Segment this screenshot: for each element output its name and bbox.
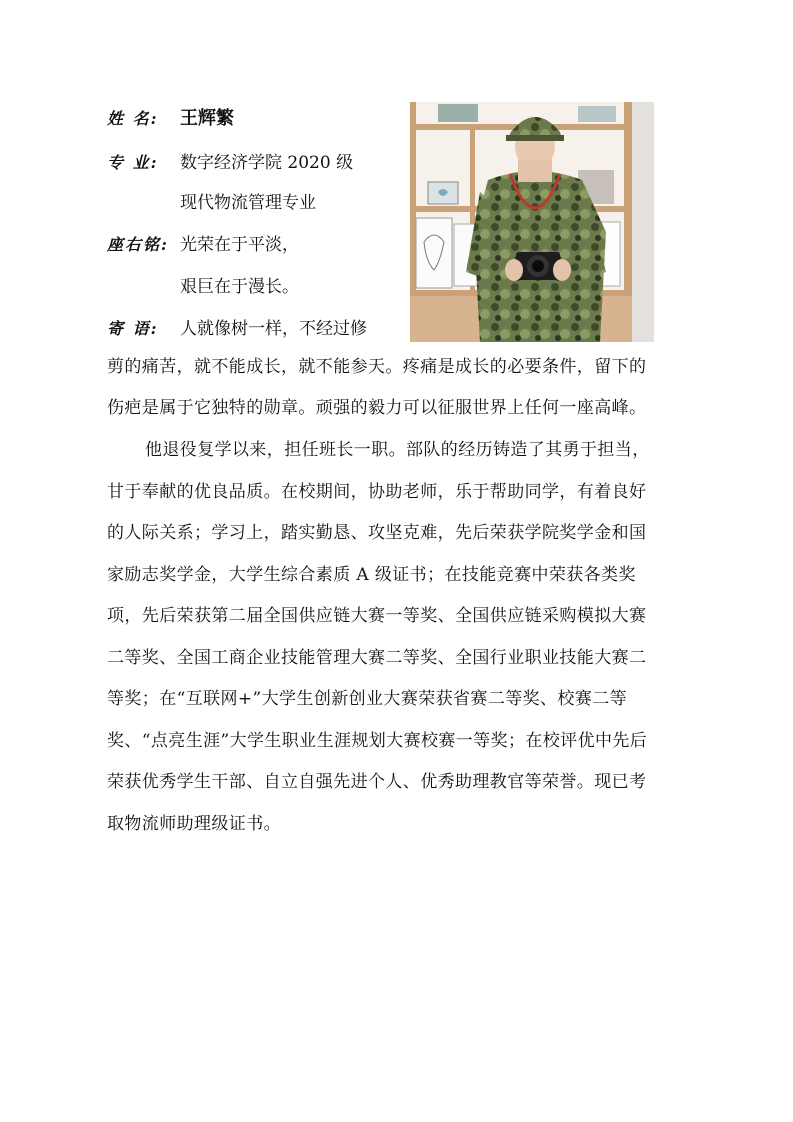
paragraph-2-line-3: 的人际关系；学习上，踏实勤恳、攻坚克难，先后荣获学院奖学金和国 xyxy=(107,523,647,543)
paragraph-2-line-8: 奖、“点亮生涯”大学生职业生涯规划大赛校赛一等奖；在校评优中先后 xyxy=(107,731,648,751)
name-label: 姓 名: xyxy=(107,109,159,128)
paragraph-2-line-5: 项，先后荣获第二届全国供应链大赛一等奖、全国供应链采购模拟大赛 xyxy=(107,606,647,626)
name-value: 王辉繁 xyxy=(180,108,234,129)
paragraph-2-line-7: 等奖；在“互联网+”大学生创新创业大赛荣获省赛二等奖、校赛二等 xyxy=(107,689,628,709)
paragraph-1-line-1: 剪的痛苦，就不能成长，就不能参天。疼痛是成长的必要条件，留下的 xyxy=(107,357,647,377)
paragraph-2-line-10: 取物流师助理级证书。 xyxy=(107,814,281,834)
motto-line-1: 光荣在于平淡， xyxy=(180,235,299,255)
motto-label: 座右铭: xyxy=(107,235,169,254)
message-label: 寄 语: xyxy=(107,319,159,338)
motto-line-2: 艰巨在于漫长。 xyxy=(180,277,299,297)
portrait-photo xyxy=(410,102,654,342)
paragraph-2-line-2: 甘于奉献的优良品质。在校期间，协助老师，乐于帮助同学，有着良好 xyxy=(107,482,647,502)
message-line-1: 人就像树一样，不经过修 xyxy=(180,319,367,339)
paragraph-2-line-9: 荣获优秀学生干部、自立自强先进个人、优秀助理教官等荣誉。现已考 xyxy=(107,772,647,792)
major-line-1: 数字经济学院 2020 级 xyxy=(180,153,354,173)
major-line-2: 现代物流管理专业 xyxy=(180,193,316,213)
major-label: 专 业: xyxy=(107,153,159,172)
paragraph-2-line-4: 家励志奖学金，大学生综合素质 A 级证书；在技能竞赛中荣获各类奖 xyxy=(107,565,636,585)
paragraph-1-line-2: 伤疤是属于它独特的勋章。顽强的毅力可以征服世界上任何一座高峰。 xyxy=(107,398,647,418)
paragraph-2-line-1: 他退役复学以来，担任班长一职。部队的经历铸造了其勇于担当， xyxy=(145,440,650,460)
paragraph-2-line-6: 二等奖、全国工商企业技能管理大赛二等奖、全国行业职业技能大赛二 xyxy=(107,648,647,668)
